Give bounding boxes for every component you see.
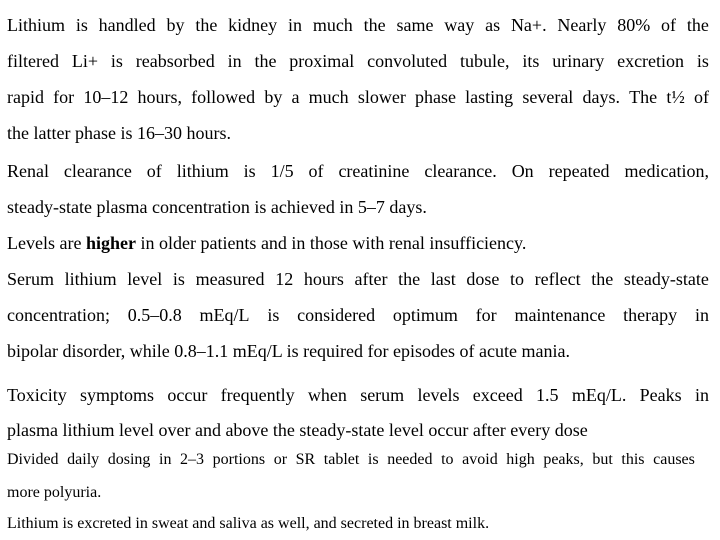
text-line: Serum lithium level is measured 12 hours after the last dose to reflect the steady-state bbox=[7, 269, 709, 289]
text-line: plasma lithium level over and above the steady-state level occur after every dose bbox=[7, 420, 588, 440]
text-line: steady-state plasma concentration is achieved in 5–7 days. bbox=[7, 197, 427, 217]
emphasis-text: higher bbox=[85, 233, 136, 253]
paragraph-excretion bbox=[7, 507, 709, 540]
text-line: Divided daily dosing in 2–3 portions or SR tablet is needed to avoid high peaks, but this causes bbox=[7, 451, 695, 468]
text-segment: in older patients and in those with renal insufficiency. bbox=[135, 233, 527, 253]
text-line: the latter phase is 16–30 hours. bbox=[7, 123, 231, 143]
text-line: rapid for 10–12 hours, followed by a much slower phase lasting several days. The t½ of bbox=[7, 87, 709, 107]
text-line: Lithium is handled by the kidney in much the same way as Na+. Nearly 80% of the bbox=[7, 15, 709, 35]
text-line: more polyuria. bbox=[7, 484, 102, 501]
paragraph-dosing bbox=[7, 443, 695, 509]
text-line bbox=[7, 225, 709, 261]
text-line: Lithium is excreted in sweat and saliva as well, and secreted in breast milk. bbox=[7, 515, 490, 532]
text-line: Renal clearance of lithium is 1/5 of creatinine clearance. On repeated medication, bbox=[7, 161, 709, 181]
paragraph-serum-level bbox=[7, 261, 709, 369]
text-segment: Levels are bbox=[7, 233, 86, 253]
paragraph-renal-clearance bbox=[7, 153, 709, 225]
text-line: bipolar disorder, while 0.8–1.1 mEq/L is required for episodes of acute mania. bbox=[7, 341, 570, 361]
text-line: filtered Li+ is reabsorbed in the proximal convoluted tubule, its urinary excretion is bbox=[7, 51, 709, 71]
text-line: concentration; 0.5–0.8 mEq/L is considered optimum for maintenance therapy in bbox=[7, 305, 709, 325]
text-line: Toxicity symptoms occur frequently when serum levels exceed 1.5 mEq/L. Peaks in bbox=[7, 385, 709, 405]
paragraph-toxicity bbox=[7, 378, 709, 448]
paragraph-renal-handling bbox=[7, 7, 709, 151]
paragraph-levels bbox=[7, 225, 709, 261]
